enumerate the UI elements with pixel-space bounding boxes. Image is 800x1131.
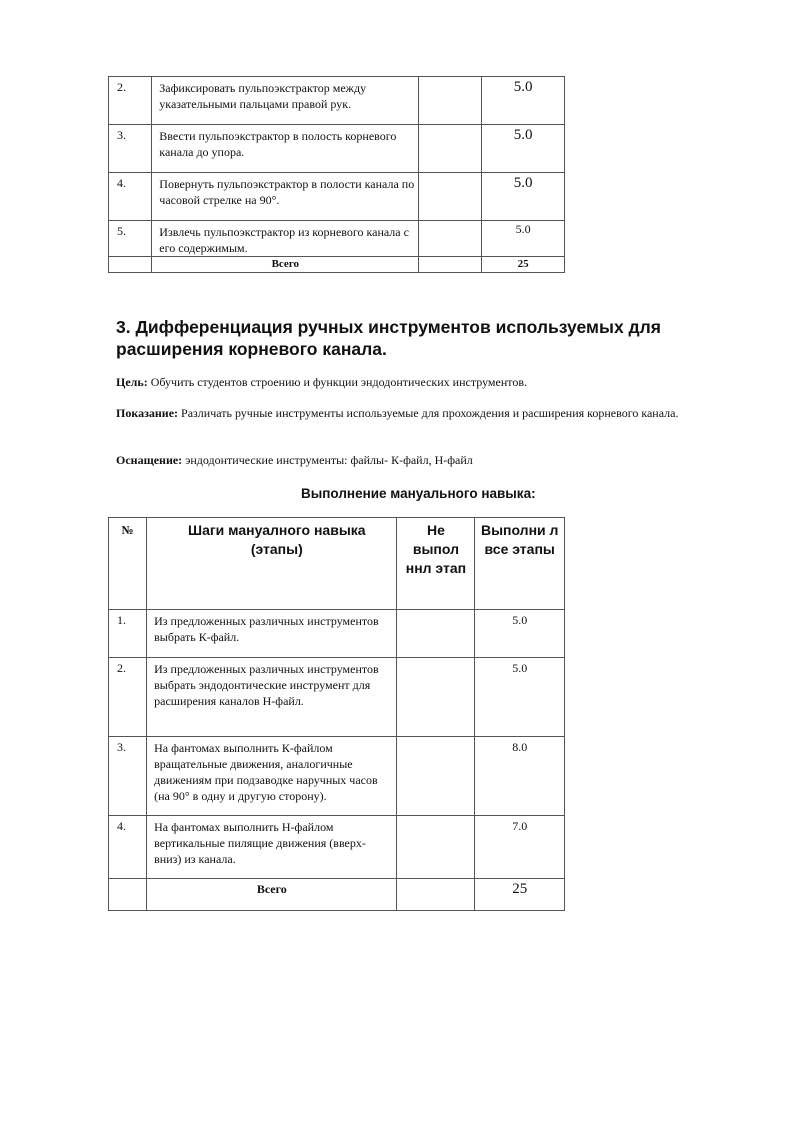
goal-paragraph [116, 374, 716, 390]
empty-cell [419, 257, 482, 273]
step-text: Из предложенных различных инструментов выбрать К-файл. [147, 610, 397, 658]
total-value: 25 [475, 879, 565, 911]
not-done-cell [397, 816, 475, 879]
step-text: На фантомах выполнить К-файлом вращательные движения, аналогичные движениям при подзаводке наручных часов (на 90° в одну и другую сторону). [147, 737, 397, 816]
section-title: 3. Дифференциация ручных инструментов используемых для расширения корневого канала. [116, 317, 661, 359]
step-text: Зафиксировать пульпоэкстрактор между указательными пальцами правой рук. [152, 77, 419, 125]
header-done: Выполни л все этапы [475, 518, 565, 610]
indication-label: Показание: [116, 406, 179, 420]
equipment-label: Оснащение: [116, 453, 183, 467]
total-row [109, 879, 565, 911]
equipment-text: эндодонтические инструменты: файлы- К-файл, Н-файл [182, 453, 473, 467]
score-value: 5.0 [482, 125, 565, 173]
header-row [109, 518, 565, 610]
indication-text: Различать ручные инструменты используемые для прохождения и расширения корневого канала. [178, 406, 679, 420]
table-row [109, 125, 565, 173]
score-value: 5.0 [475, 610, 565, 658]
table-row [109, 173, 565, 221]
header-steps: Шаги мануалного навыка (этапы) [147, 518, 397, 610]
indication-paragraph [116, 405, 716, 421]
table-row [109, 221, 565, 257]
subheading: Выполнение мануального навыка: [301, 486, 536, 501]
step-text: Повернуть пульпоэкстрактор в полости канала по часовой стрелке на 90°. [152, 173, 419, 221]
score-value: 7.0 [475, 816, 565, 879]
score-value: 5.0 [482, 77, 565, 125]
score-value: 5.0 [482, 173, 565, 221]
score-value: 8.0 [475, 737, 565, 816]
total-label: Всего [152, 257, 419, 273]
steps-table-continued [108, 76, 565, 273]
step-text: Из предложенных различных инструментов выбрать эндодонтические инструмент для расширения каналов Н-файл. [147, 658, 397, 737]
equipment-paragraph [116, 452, 716, 468]
not-done-cell [419, 77, 482, 125]
row-number: 4. [109, 173, 152, 221]
score-value: 5.0 [482, 221, 565, 257]
not-done-cell [397, 658, 475, 737]
row-number: 3. [109, 125, 152, 173]
manual-skill-table [108, 517, 565, 911]
empty-cell [109, 257, 152, 273]
total-label: Всего [147, 879, 397, 911]
not-done-cell [397, 737, 475, 816]
table-row [109, 610, 565, 658]
table-row [109, 77, 565, 125]
header-not-done: Не выпол ннл этап [397, 518, 475, 610]
row-number: 2. [109, 77, 152, 125]
row-number: 2. [109, 658, 147, 737]
empty-cell [397, 879, 475, 911]
total-value: 25 [482, 257, 565, 273]
step-text: На фантомах выполнить Н-файлом вертикальные пилящие движения (вверх-вниз) из канала. [147, 816, 397, 879]
goal-text: Обучить студентов строению и функции эндодонтических инструментов. [147, 375, 527, 389]
row-number: 4. [109, 816, 147, 879]
table-row [109, 816, 565, 879]
step-text: Ввести пульпоэкстрактор в полость корневого канала до упора. [152, 125, 419, 173]
row-number: 1. [109, 610, 147, 658]
row-number: 5. [109, 221, 152, 257]
row-number: 3. [109, 737, 147, 816]
not-done-cell [419, 125, 482, 173]
step-text: Извлечь пульпоэкстрактор из корневого канала с его содержимым. [152, 221, 419, 257]
total-row [109, 257, 565, 273]
table-row [109, 658, 565, 737]
not-done-cell [419, 221, 482, 257]
score-value: 5.0 [475, 658, 565, 737]
not-done-cell [397, 610, 475, 658]
header-number: № [109, 518, 147, 610]
goal-label: Цель: [116, 375, 148, 389]
empty-cell [109, 879, 147, 911]
table-row [109, 737, 565, 816]
not-done-cell [419, 173, 482, 221]
